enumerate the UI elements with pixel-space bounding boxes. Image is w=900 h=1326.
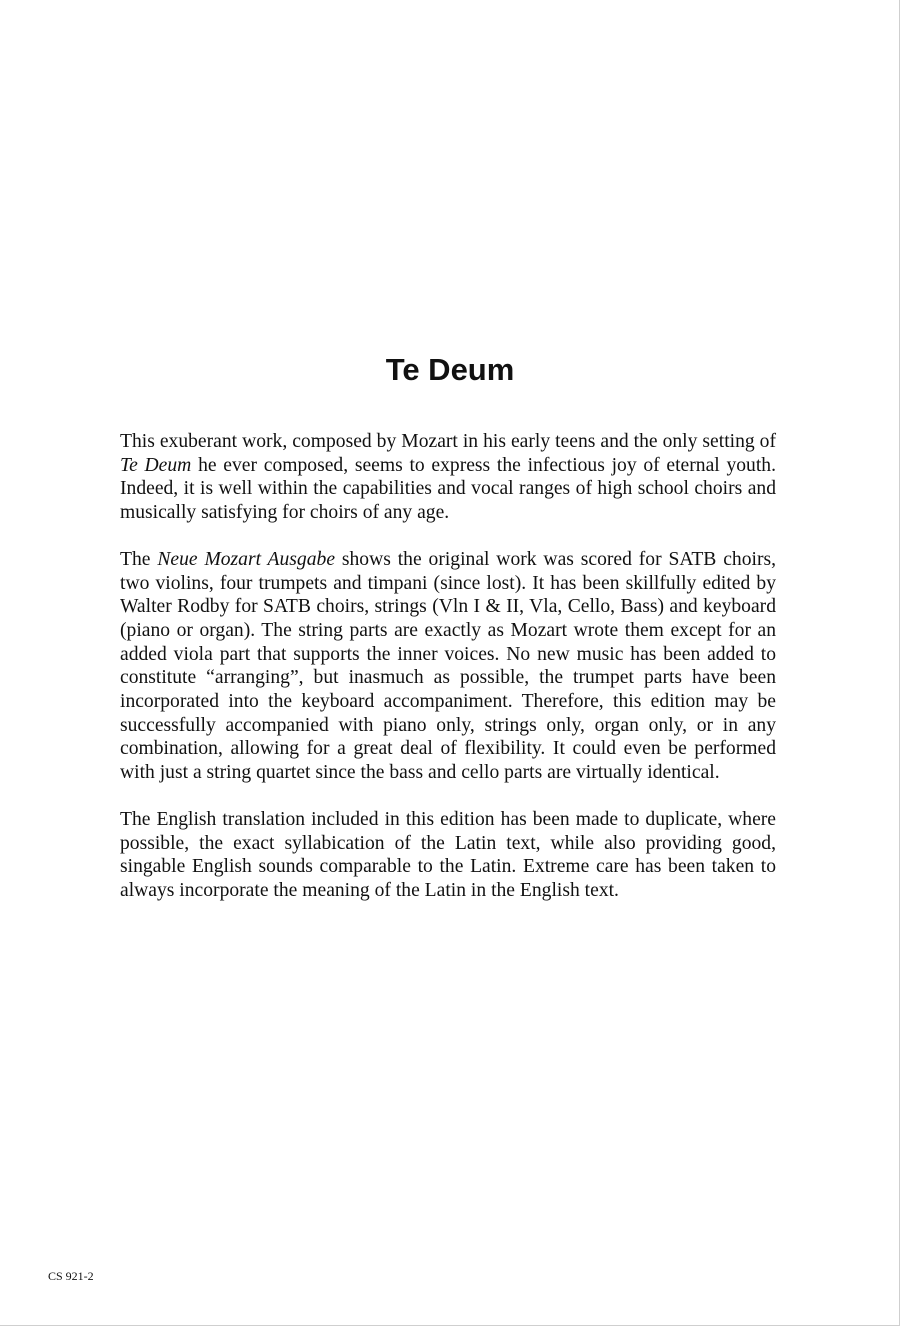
paragraph-translation-text: The English translation included in this edition has been made to duplicate, where possible, the exact syllabication of the Latin text, while also providing good, singable English sounds comparable to the Latin. Extreme care has been taken to always incorporate the meaning of the Latin in the English text.: [120, 808, 776, 901]
edition-name-italic: Neue Mozart Ausgabe: [157, 548, 336, 570]
paragraph-intro: [120, 430, 776, 525]
paragraph-intro-text: This exuberant work, composed by Mozart in his early teens and the only setting of: [120, 431, 776, 452]
paragraph-edition: [120, 548, 776, 785]
paragraph-intro-text-continued: he ever composed, seems to express the infectious joy of eternal youth. Indeed, it is well within the capabilities and vocal ranges of high school choirs and musically satisfying for choirs of any age.: [120, 454, 776, 524]
body-text: [120, 430, 776, 926]
paragraph-edition-text-continued: shows the original work was scored for SATB choirs, two violins, four trumpets and timpani (since lost). It has been skillfully edited by Walter Rodby for SATB choirs, strings (Vln I & II, Vla, Cello, Bass) and keyboard (piano or organ). The string parts are exactly as Mozart wrote them except for an added viola part that supports the inner voices. No new music has been added to constitute “arranging”, but inasmuch as possible, the trumpet parts have been incorporated into the keyboard accompaniment. Therefore, this edition may be successfully accompanied with piano only, strings only, organ only, or in any combination, allowing for a great deal of flexibility. It could even be performed with just a string quartet since the bass and cello parts are virtually identical.: [120, 548, 776, 784]
work-title-italic: Te Deum: [120, 454, 192, 476]
paragraph-edition-text: The: [120, 548, 158, 570]
paragraph-translation: [120, 808, 776, 903]
catalog-number: CS 921-2: [48, 1269, 94, 1283]
page-title: Te Deum: [385, 352, 515, 387]
